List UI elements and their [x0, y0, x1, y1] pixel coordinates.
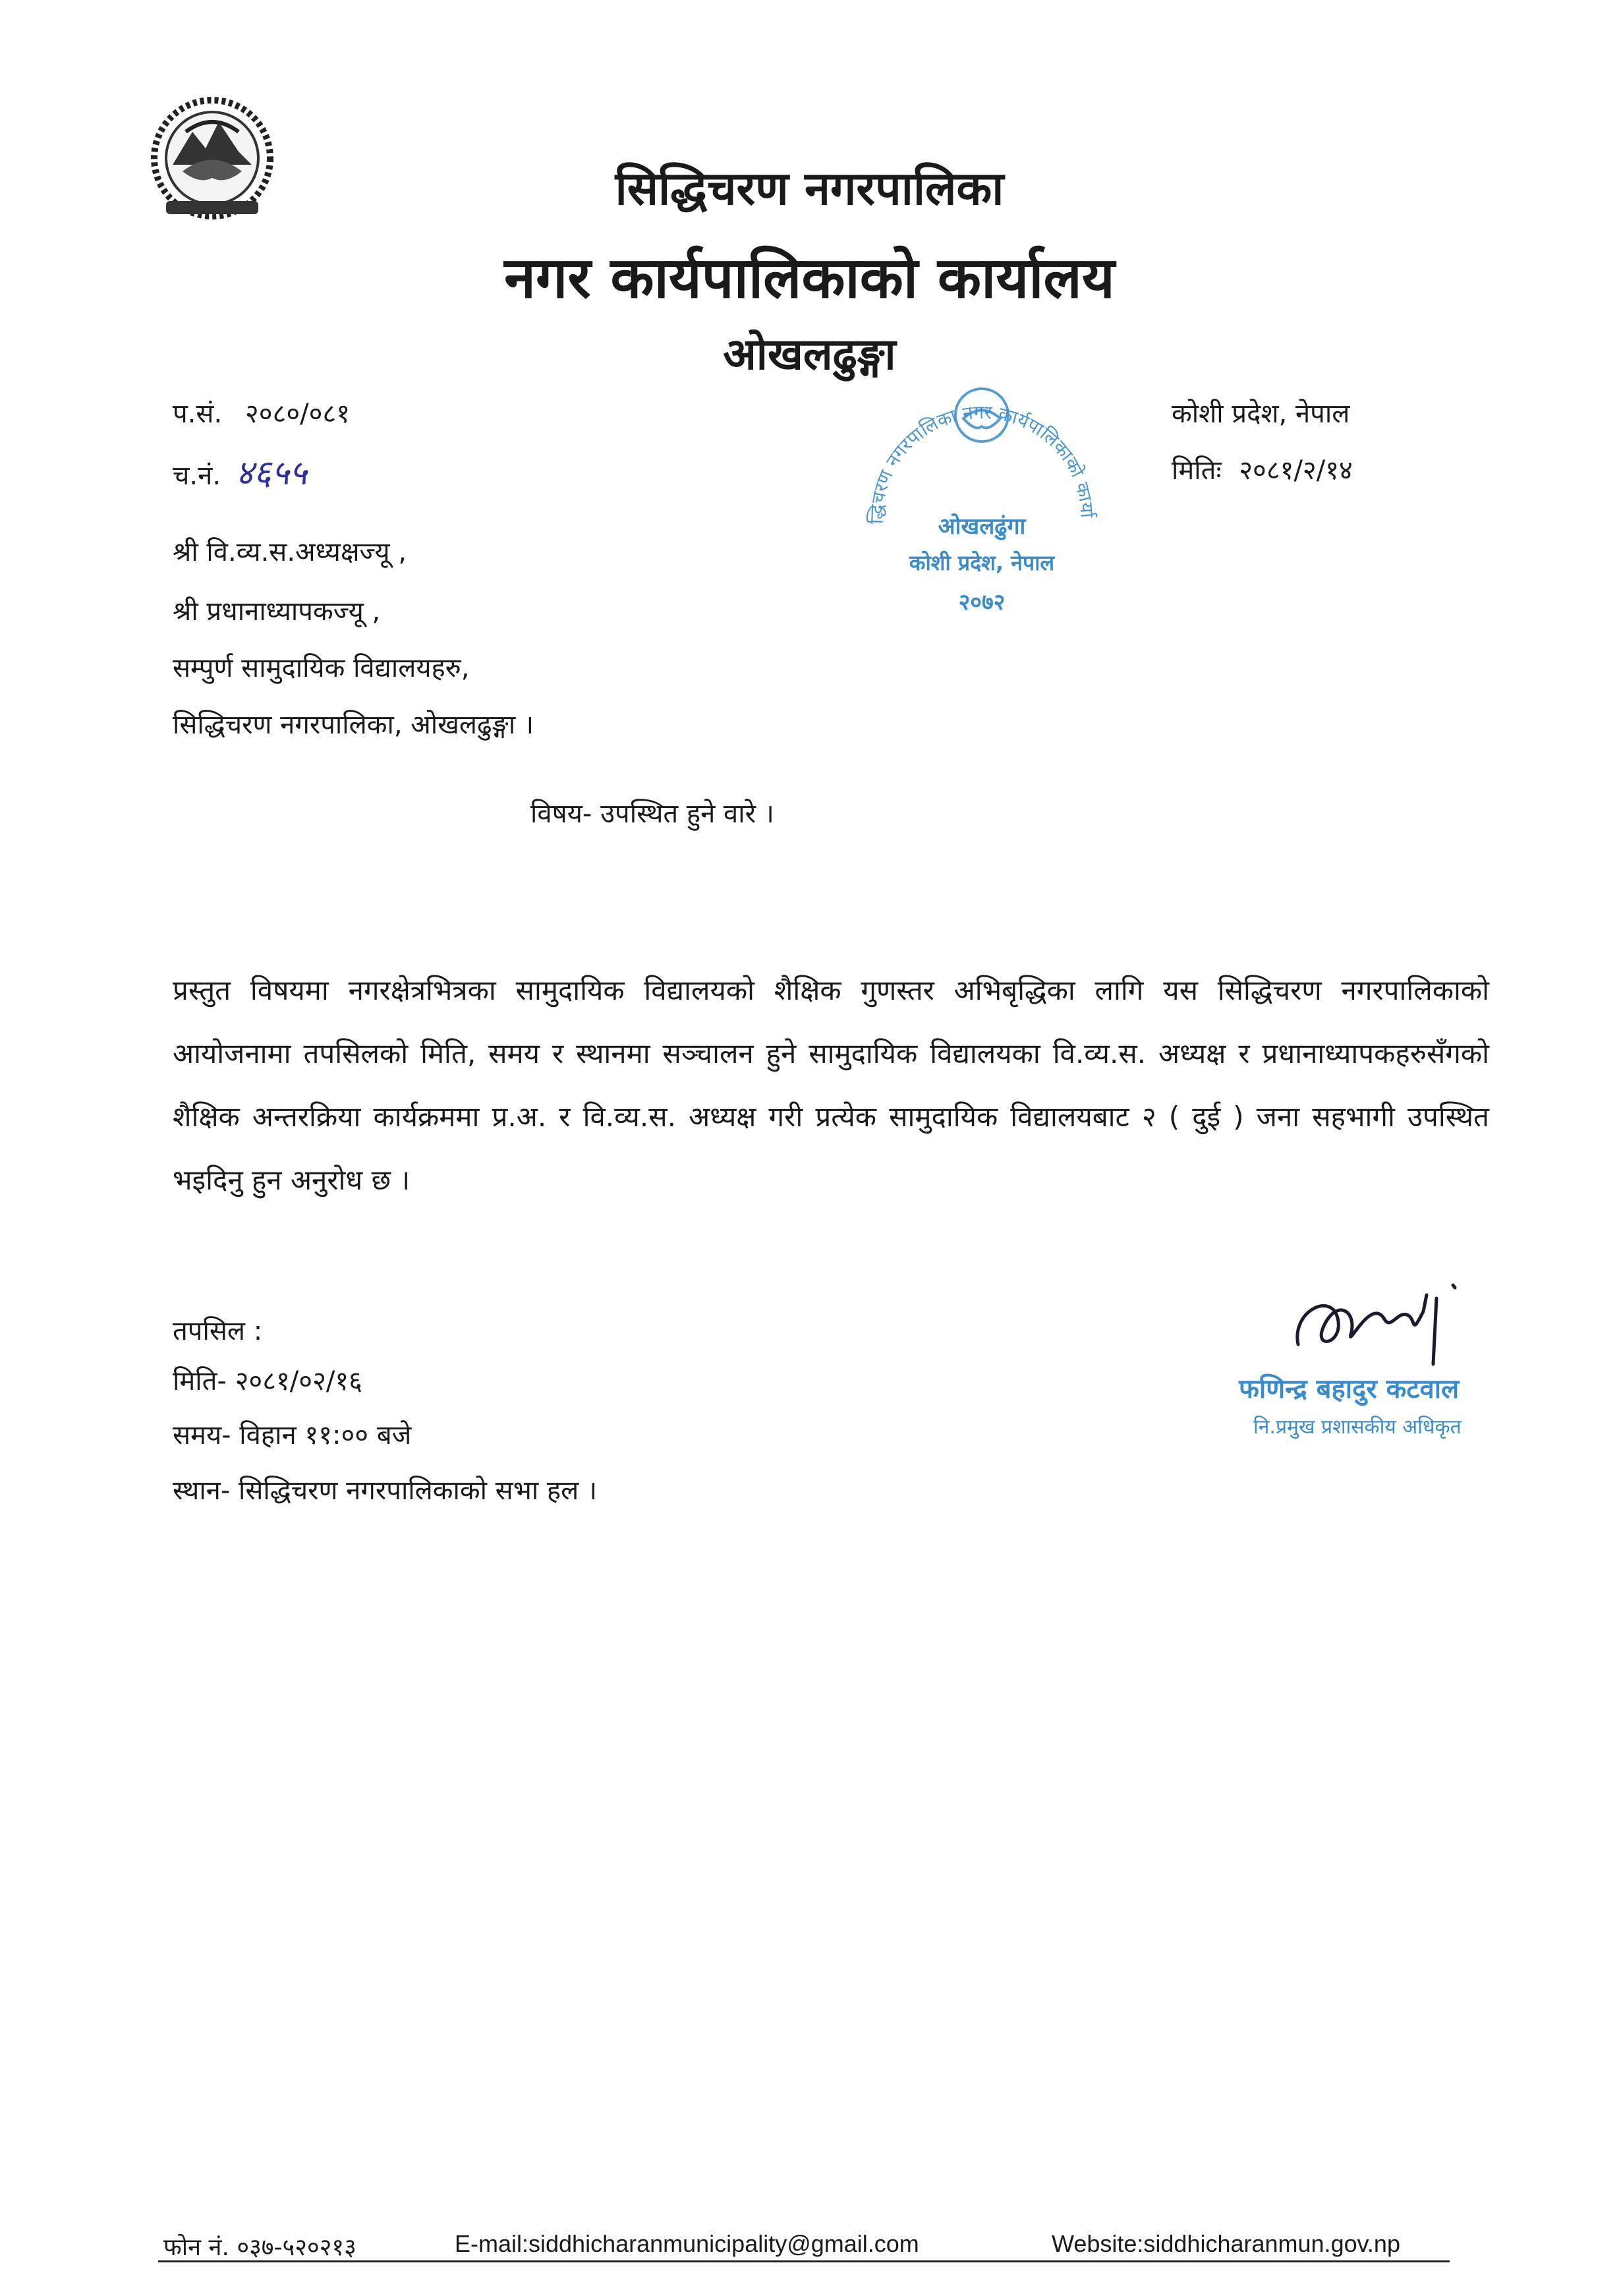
letter-number-value: २०८०/०८१ [244, 399, 350, 429]
footer-phone: फोन नं. ०३७-५२०२१३ [163, 2234, 356, 2261]
event-time: समय- विहान ११:०० बजे [173, 1420, 412, 1450]
subject-line: विषय- उपस्थित हुने वारे । [530, 799, 774, 829]
event-date: मिति- २०८१/०२/१६ [173, 1366, 362, 1396]
recipient-line-3: सम्पुर्ण सामुदायिक विद्यालयहरु, [173, 653, 470, 683]
signatory-title: नि.प्रमुख प्रशासकीय अधिकृत [1253, 1416, 1462, 1439]
event-venue: स्थान- सिद्धिचरण नगरपालिकाको सभा हल । [173, 1476, 598, 1506]
footer-email: E-mail:siddhicharanmunicipality@gmail.com [455, 2230, 919, 2257]
signature [1285, 1272, 1469, 1371]
signatory-name: फणिन्द्र बहादुर कटवाल [1239, 1374, 1460, 1404]
footer-website: Website:siddhicharanmun.gov.np [1052, 2230, 1400, 2257]
dispatch-number [173, 448, 307, 495]
municipality-name: सिद्धिचरण नगरपालिका [615, 161, 1004, 215]
recipient-line-4: सिद्धिचरण नगरपालिका, ओखलढुङ्गा । [173, 710, 534, 740]
letter-number-label: प.सं. [173, 399, 223, 429]
recipient-line-2: श्री प्रधानाध्यापकज्यू , [173, 596, 381, 627]
dispatch-number-value: ४६५५ [235, 453, 307, 493]
office-stamp [857, 366, 1107, 643]
letter-date [1172, 451, 1353, 487]
province-line: कोशी प्रदेश, नेपाल [1172, 399, 1350, 429]
stamp-place: ओखलढुंगा [938, 513, 1026, 540]
letter-body: प्रस्तुत विषयमा नगरक्षेत्रभित्रका सामुदायिक विद्यालयको शैक्षिक गुणस्तर अभिबृद्धिका लागि यस सिद्धिचरण नगरपालिकाको आयोजनामा तपसिलको मिति, समय र स्थानमा सञ्चालन हुने सामुदायिक विद्यालयका वि.व्य.स. अध्यक्ष र प्रधानाध्यापकहरुसँगको शैक्षिक अन्तरक्रिया कार्यक्रममा प्र.अ. र वि.व्य.स. अध्यक्ष गरी प्रत्येक सामुदायिक विद्यालयबाट २ ( दुई ) जना सहभागी उपस्थित भइदिनु हुन अनुरोध छ । [173, 974, 1489, 1196]
stamp-province: कोशी प्रदेश, नेपाल [909, 550, 1055, 575]
date-label: मितिः [1172, 455, 1222, 486]
stamp-year: २०७२ [958, 589, 1006, 616]
dispatch-number-label: च.नं. [173, 461, 221, 491]
letter-number [173, 394, 350, 430]
recipient-line-1: श्री वि.व्य.स.अध्यक्षज्यू , [173, 537, 407, 567]
details-heading: तपसिल : [173, 1316, 263, 1346]
date-value: २०८१/२/१४ [1239, 455, 1353, 486]
office-name: नगर कार्यपालिकाको कार्यालय [504, 245, 1115, 311]
district-name: ओखलढुङ्गा [723, 329, 896, 380]
footer-divider [158, 2260, 1450, 2262]
stamp-arc-text: द्धिचरण नगरपालिका नगर कार्यपालिकाको कार्या [865, 401, 1098, 525]
